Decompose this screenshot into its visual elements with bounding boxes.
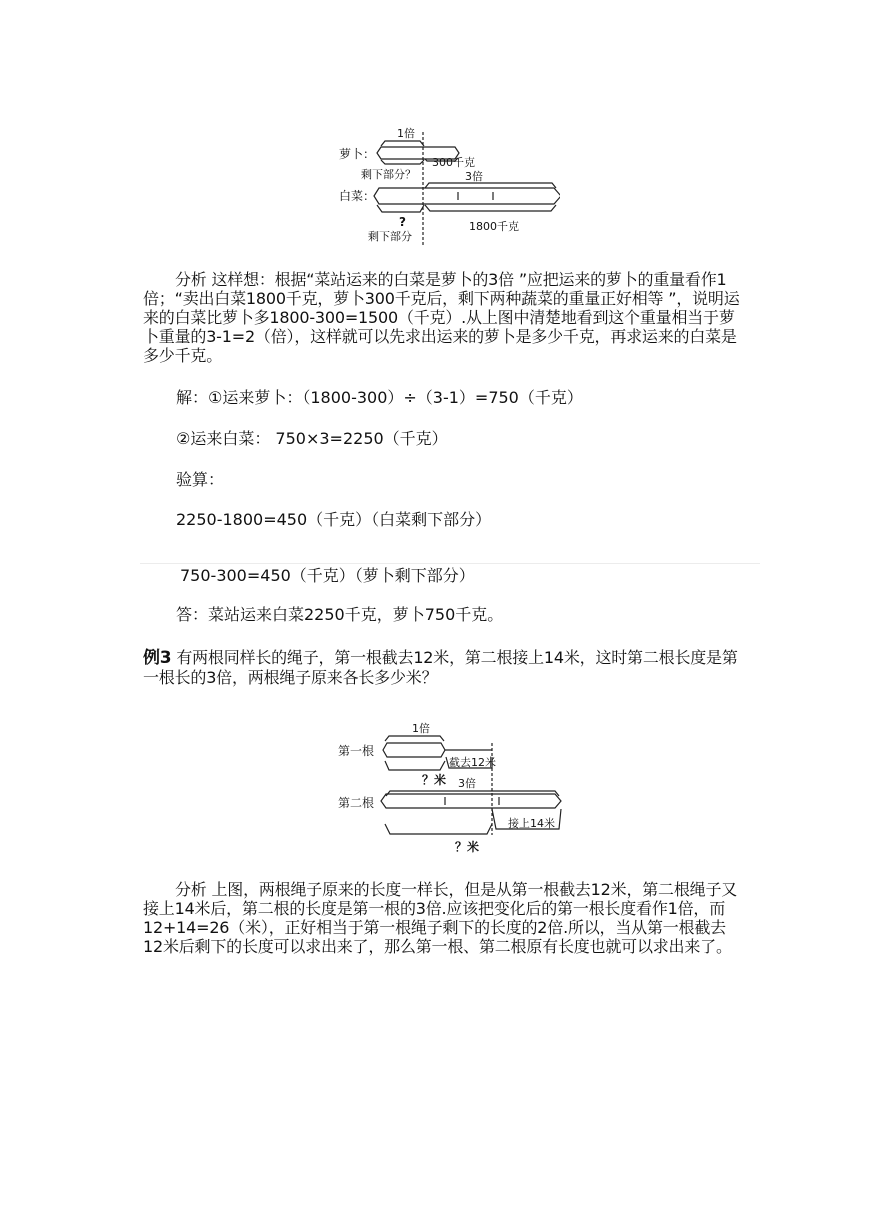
diagram-radish-cabbage [330,118,560,248]
solution-step-1: 解：①运来萝卜：（1800-300）÷（3-1）=750（千克） [176,388,583,407]
label-cabbage-remaining: 剩下部分 [368,230,412,243]
brace-radish-remaining [381,160,424,164]
solution-step-2: ②运来白菜： 750×3=2250（千克） [176,429,448,448]
brace-rope1-total [385,761,445,770]
label-rope1: 第一根 [338,744,375,758]
label-radish: 萝卜： [339,147,376,161]
check-line-1: 2250-1800=450（千克）（白菜剩下部分） [176,510,492,529]
label-rope2: 第二根 [338,796,375,810]
label-one-times: 1倍 [397,127,415,140]
example3-text: 有两根同样长的绳子，第一根截去12米，第二根接上14米，这时第二根长度是第一根长的3倍，两根绳子原来各长多少米？ [143,648,738,687]
label-cut-12m: 截去12米 [449,756,496,769]
diagram-two-ropes [330,715,570,860]
brace-cabbage-1800 [425,205,556,211]
brace-three-times [425,183,556,188]
divider-line [140,563,760,564]
label-q-meters-2: ？米 [455,840,480,854]
label-three-times: 3倍 [465,170,483,183]
label-three-times-2: 3倍 [458,777,476,790]
label-one-times-2: 1倍 [412,722,430,735]
brace-one-times [381,141,424,146]
check-line-2: 750-300=450（千克）（萝卜剩下部分） [180,566,475,585]
brace-one-times-2 [385,736,444,741]
cabbage-bar [374,188,560,204]
example3-label: 例3 [143,648,172,668]
label-cabbage: 白菜： [339,189,376,203]
label-question-mark: ? [399,215,406,229]
rope1-bar [383,743,445,757]
answer-line: 答：菜站运来白菜2250千克，萝卜750千克。 [176,605,504,624]
example3-paragraph [143,648,745,687]
analysis-paragraph-1: 分析 这样想：根据“菜站运来的白菜是萝卜的3倍 ”应把运来的萝卜的重量看作1倍；“卖出白菜1800千克，萝卜300千克后，剩下两种蔬菜的重量正好相等 ”，说明运来的白菜比萝卜多1800-300=1500（千克）.从上图中清楚地看到这个重量相当于萝卜重量的3-1=2（倍），这样就可以先求出运来的萝卜是多少千克，再求运来的白菜是多少千克。 [143,270,740,365]
label-add-14m: 接上14米 [508,817,555,830]
analysis-paragraph-2: 分析 上图，两根绳子原来的长度一样长，但是从第一根截去12米，第二根绳子又接上14米后，第二根的长度是第一根的3倍.应该把变化后的第一根长度看作1倍，而12+14=26（米），正好相当于第一根绳子剩下的长度的2倍.所以，当从第一根截去12米后剩下的长度可以求出来了，那么第一根、第二根原有长度也就可以求出来了。 [143,880,738,956]
brace-rope2-total [385,824,492,834]
label-q-meters-1: ？米 [422,773,447,787]
label-cabbage-1800kg: 1800千克 [469,220,519,233]
label-radish-300kg: 300千克 [432,156,475,169]
rope2-bar [381,794,561,808]
brace-cabbage-remaining [377,205,424,212]
check-label: 验算： [176,470,225,489]
label-remaining-question: 剩下部分？ [361,168,416,181]
